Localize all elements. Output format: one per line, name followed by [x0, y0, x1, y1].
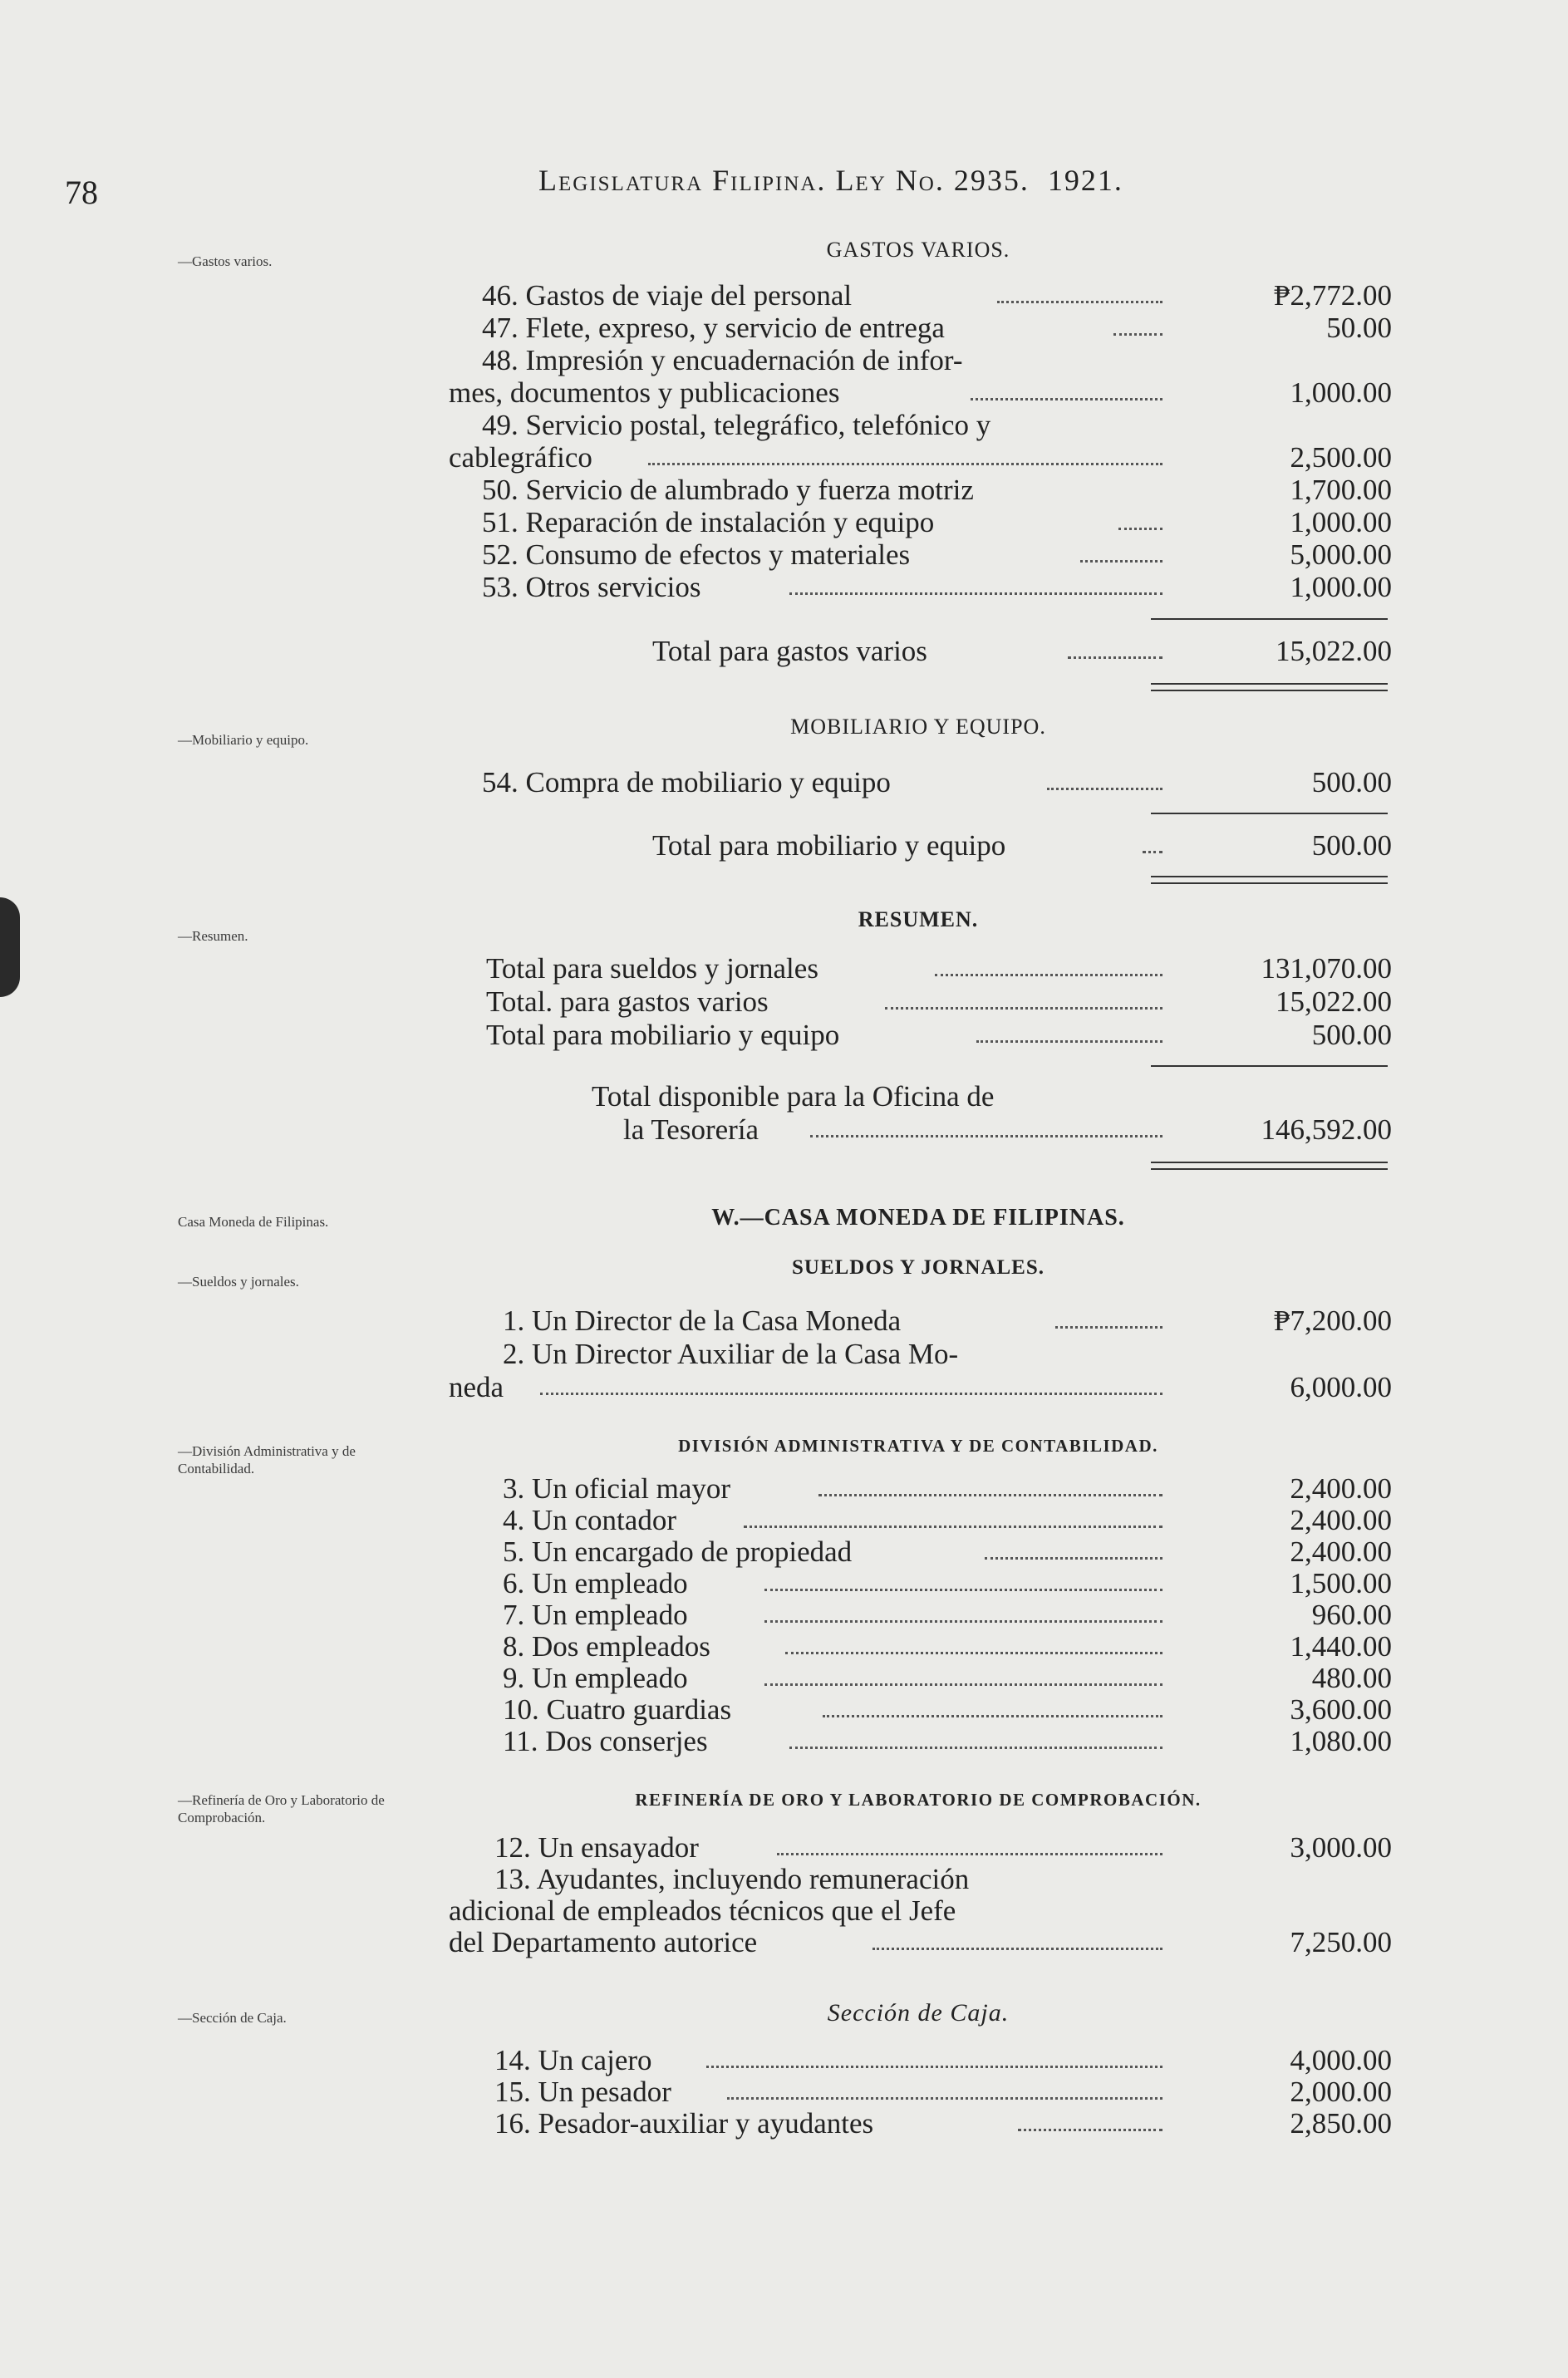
leader-dots — [1068, 656, 1162, 659]
ledger-entry — [503, 1599, 1392, 1632]
entry-amount: 1,000.00 — [1290, 376, 1392, 409]
total-amount: 15,022.00 — [1276, 635, 1392, 667]
entry-amount: 1,500.00 — [1290, 1567, 1392, 1599]
entry-amount: ₱7,200.00 — [1274, 1304, 1392, 1337]
entry-label: 13. Ayudantes, incluyendo remuneración — [494, 1863, 970, 1895]
leader-dots — [810, 1135, 1162, 1137]
total-entry — [652, 635, 1392, 668]
running-head-word: Filipina. — [712, 164, 827, 197]
leader-dots — [789, 1747, 1162, 1749]
section-heading-casa-moneda: W.—CASA MONEDA DE FILIPINAS. — [711, 1205, 1125, 1231]
entry-label: 9. Un empleado — [503, 1662, 688, 1694]
entry-label: neda — [449, 1371, 504, 1403]
ledger-entry — [494, 2107, 1392, 2140]
section-heading-gastos: GASTOS VARIOS. — [826, 238, 1010, 262]
running-head-word: Legislatura — [538, 164, 704, 197]
entry-label: 52. Consumo de efectos y materiales — [482, 538, 911, 571]
entry-label: 5. Un encargado de propiedad — [503, 1535, 853, 1568]
entry-label: del Departamento autorice — [449, 1926, 758, 1958]
leader-dots — [744, 1526, 1162, 1528]
entry-label: mes, documentos y publicaciones — [449, 376, 840, 409]
entry-label: 15. Un pesador — [494, 2076, 671, 2108]
leader-dots — [985, 1557, 1162, 1560]
entry-label: Total. para gastos varios — [486, 985, 769, 1018]
total-entry — [623, 1113, 1392, 1147]
entry-amount: 1,000.00 — [1290, 506, 1392, 538]
entry-amount: 15,022.00 — [1276, 985, 1392, 1018]
leader-dots — [997, 301, 1162, 303]
sum-rule — [1151, 618, 1388, 620]
entry-label: 14. Un cajero — [494, 2044, 652, 2076]
entry-label: 53. Otros servicios — [482, 571, 701, 603]
leader-dots — [872, 1948, 1162, 1950]
entry-label: 49. Servicio postal, telegráfico, telefónico y — [482, 409, 991, 441]
ledger-entry — [482, 538, 1392, 572]
entry-amount: 50.00 — [1326, 312, 1392, 344]
ledger-entry — [482, 279, 1392, 312]
total-label: Total para gastos varios — [652, 635, 927, 667]
subheading-sueldos: SUELDOS Y JORNALES. — [791, 1256, 1045, 1279]
leader-dots — [785, 1652, 1162, 1654]
total-label: Total para mobiliario y equipo — [652, 829, 1006, 862]
leader-dots — [648, 463, 1162, 465]
ledger-entry — [503, 1693, 1392, 1727]
entry-amount: 1,440.00 — [1290, 1630, 1392, 1663]
ledger-entry — [486, 952, 1392, 985]
ledger-entry — [482, 312, 1392, 345]
entry-label: 16. Pesador-auxiliar y ayudantes — [494, 2107, 874, 2140]
section-heading-resumen: RESUMEN. — [858, 907, 979, 931]
total-label: Total disponible para la Oficina de — [592, 1080, 995, 1113]
ledger-entry — [486, 1019, 1392, 1052]
ledger-entry — [503, 1504, 1392, 1537]
ledger-entry — [503, 1630, 1392, 1663]
entry-amount: 7,250.00 — [1290, 1926, 1392, 1958]
entry-amount: 2,400.00 — [1290, 1504, 1392, 1536]
entry-amount: 4,000.00 — [1290, 2044, 1392, 2076]
entry-label: 47. Flete, expreso, y servicio de entrega — [482, 312, 945, 344]
entry-amount: 2,500.00 — [1290, 441, 1392, 474]
margin-note-refineria: —Refinería de Oro y Laboratorio de Comprobación. — [178, 1792, 385, 1825]
entry-label: 6. Un empleado — [503, 1567, 688, 1599]
ledger-entry — [449, 376, 1392, 410]
entry-amount: 1,000.00 — [1290, 571, 1392, 603]
entry-label: Total para sueldos y jornales — [486, 952, 818, 985]
scan-edge-mark — [0, 897, 20, 997]
leader-dots — [823, 1715, 1162, 1717]
entry-amount: 6,000.00 — [1290, 1371, 1392, 1403]
subheading-division: DIVISIÓN ADMINISTRATIVA Y DE CONTABILIDAD. — [678, 1436, 1158, 1456]
running-head — [538, 163, 1123, 198]
entry-label: 54. Compra de mobiliario y equipo — [482, 766, 891, 798]
sum-rule — [1151, 1065, 1388, 1067]
entry-amount: 2,000.00 — [1290, 2076, 1392, 2108]
entry-amount: 3,600.00 — [1290, 1693, 1392, 1726]
entry-amount: 2,850.00 — [1290, 2107, 1392, 2140]
entry-label: cablegráfico — [449, 441, 592, 474]
entry-label: 7. Un empleado — [503, 1599, 688, 1631]
entry-label: adicional de empleados técnicos que el Jefe — [449, 1894, 956, 1927]
ledger-entry — [449, 441, 1392, 474]
margin-note-resumen: —Resumen. — [178, 928, 248, 944]
ledger-entry — [494, 2076, 1392, 2109]
subheading-caja: Sección de Caja. — [827, 1999, 1010, 2027]
entry-label: 50. Servicio de alumbrado y fuerza motriz — [482, 474, 974, 506]
leader-dots — [818, 1494, 1162, 1496]
leader-dots — [764, 1683, 1162, 1686]
entry-label: 3. Un oficial mayor — [503, 1472, 731, 1505]
entry-label: 46. Gastos de viaje del personal — [482, 279, 853, 312]
leader-dots — [935, 974, 1162, 976]
leader-dots — [1055, 1326, 1162, 1329]
leader-dots — [540, 1393, 1162, 1395]
ledger-entry — [449, 1926, 1392, 1959]
entry-label: 4. Un contador — [503, 1504, 676, 1536]
entry-amount: 131,070.00 — [1261, 952, 1392, 985]
entry-label: 11. Dos conserjes — [503, 1725, 708, 1757]
entry-label: Total para mobiliario y equipo — [486, 1019, 840, 1051]
margin-note-gastos: —Gastos varios. — [178, 253, 273, 269]
total-label: la Tesorería — [623, 1113, 759, 1146]
leader-dots — [706, 2066, 1162, 2068]
entry-amount: 2,400.00 — [1290, 1535, 1392, 1568]
entry-amount: 500.00 — [1311, 766, 1392, 798]
entry-label: 12. Un ensayador — [494, 1831, 699, 1864]
ledger-entry — [486, 985, 1392, 1019]
leader-dots — [764, 1589, 1162, 1591]
entry-amount: ₱2,772.00 — [1274, 279, 1392, 312]
running-head-law-number: 2935. — [953, 164, 1030, 197]
double-rule — [1151, 876, 1388, 884]
leader-dots — [777, 1853, 1162, 1855]
leader-dots — [1143, 851, 1162, 853]
leader-dots — [1047, 788, 1162, 790]
leader-dots — [1113, 333, 1162, 336]
entry-label: 10. Cuatro guardias — [503, 1693, 732, 1726]
leader-dots — [1118, 528, 1162, 530]
running-head-word: No. — [895, 164, 945, 197]
ledger-entry — [503, 1567, 1392, 1600]
entry-label: 2. Un Director Auxiliar de la Casa Mo- — [503, 1338, 959, 1370]
subheading-refineria: REFINERÍA DE ORO Y LABORATORIO DE COMPROBACIÓN. — [635, 1790, 1202, 1810]
double-rule — [1151, 1162, 1388, 1170]
entry-amount: 500.00 — [1311, 1019, 1392, 1051]
total-amount: 500.00 — [1311, 829, 1392, 862]
entry-amount: 1,080.00 — [1290, 1725, 1392, 1757]
entry-label: 8. Dos empleados — [503, 1630, 710, 1663]
leader-dots — [727, 2097, 1162, 2100]
ledger-entry — [482, 506, 1392, 539]
running-head-year: 1921. — [1047, 164, 1123, 197]
leader-dots — [789, 592, 1162, 595]
leader-dots — [1018, 2129, 1162, 2131]
ledger-entry — [482, 474, 1392, 507]
margin-note-sueldos: —Sueldos y jornales. — [178, 1274, 299, 1290]
entry-amount: 2,400.00 — [1290, 1472, 1392, 1505]
entry-amount: 1,700.00 — [1290, 474, 1392, 506]
sum-rule — [1151, 813, 1388, 814]
margin-note-mobiliario: —Mobiliario y equipo. — [178, 732, 309, 748]
leader-dots — [885, 1007, 1162, 1010]
running-head-word: Ley — [835, 164, 887, 197]
leader-dots — [1080, 560, 1162, 563]
margin-note-casa-moneda: Casa Moneda de Filipinas. — [178, 1214, 329, 1230]
ledger-entry — [482, 571, 1392, 604]
margin-note-division: —División Administrativa y de Contabilidad. — [178, 1443, 356, 1476]
entry-amount: 3,000.00 — [1290, 1831, 1392, 1864]
ledger-entry — [503, 1304, 1392, 1338]
ledger-entry — [449, 1371, 1392, 1404]
leader-dots — [976, 1040, 1162, 1043]
leader-dots — [764, 1620, 1162, 1623]
total-amount: 146,592.00 — [1261, 1113, 1392, 1146]
entry-amount: 5,000.00 — [1290, 538, 1392, 571]
ledger-entry — [503, 1472, 1392, 1506]
entry-label: 48. Impresión y encuadernación de infor- — [482, 344, 963, 376]
entry-amount: 960.00 — [1311, 1599, 1392, 1631]
page-number: 78 — [65, 174, 98, 211]
entry-label: 51. Reparación de instalación y equipo — [482, 506, 935, 538]
ledger-entry — [503, 1535, 1392, 1569]
margin-note-caja: —Sección de Caja. — [178, 2010, 287, 2026]
ledger-entry — [494, 1831, 1392, 1865]
ledger-entry — [503, 1725, 1392, 1758]
ledger-entry — [494, 2044, 1392, 2077]
leader-dots — [971, 398, 1162, 400]
entry-amount: 480.00 — [1311, 1662, 1392, 1694]
total-entry — [652, 829, 1392, 862]
section-heading-mobiliario: MOBILIARIO Y EQUIPO. — [790, 715, 1046, 739]
double-rule — [1151, 683, 1388, 691]
ledger-entry — [482, 766, 1392, 799]
ledger-entry — [503, 1662, 1392, 1695]
entry-label: 1. Un Director de la Casa Moneda — [503, 1304, 902, 1337]
